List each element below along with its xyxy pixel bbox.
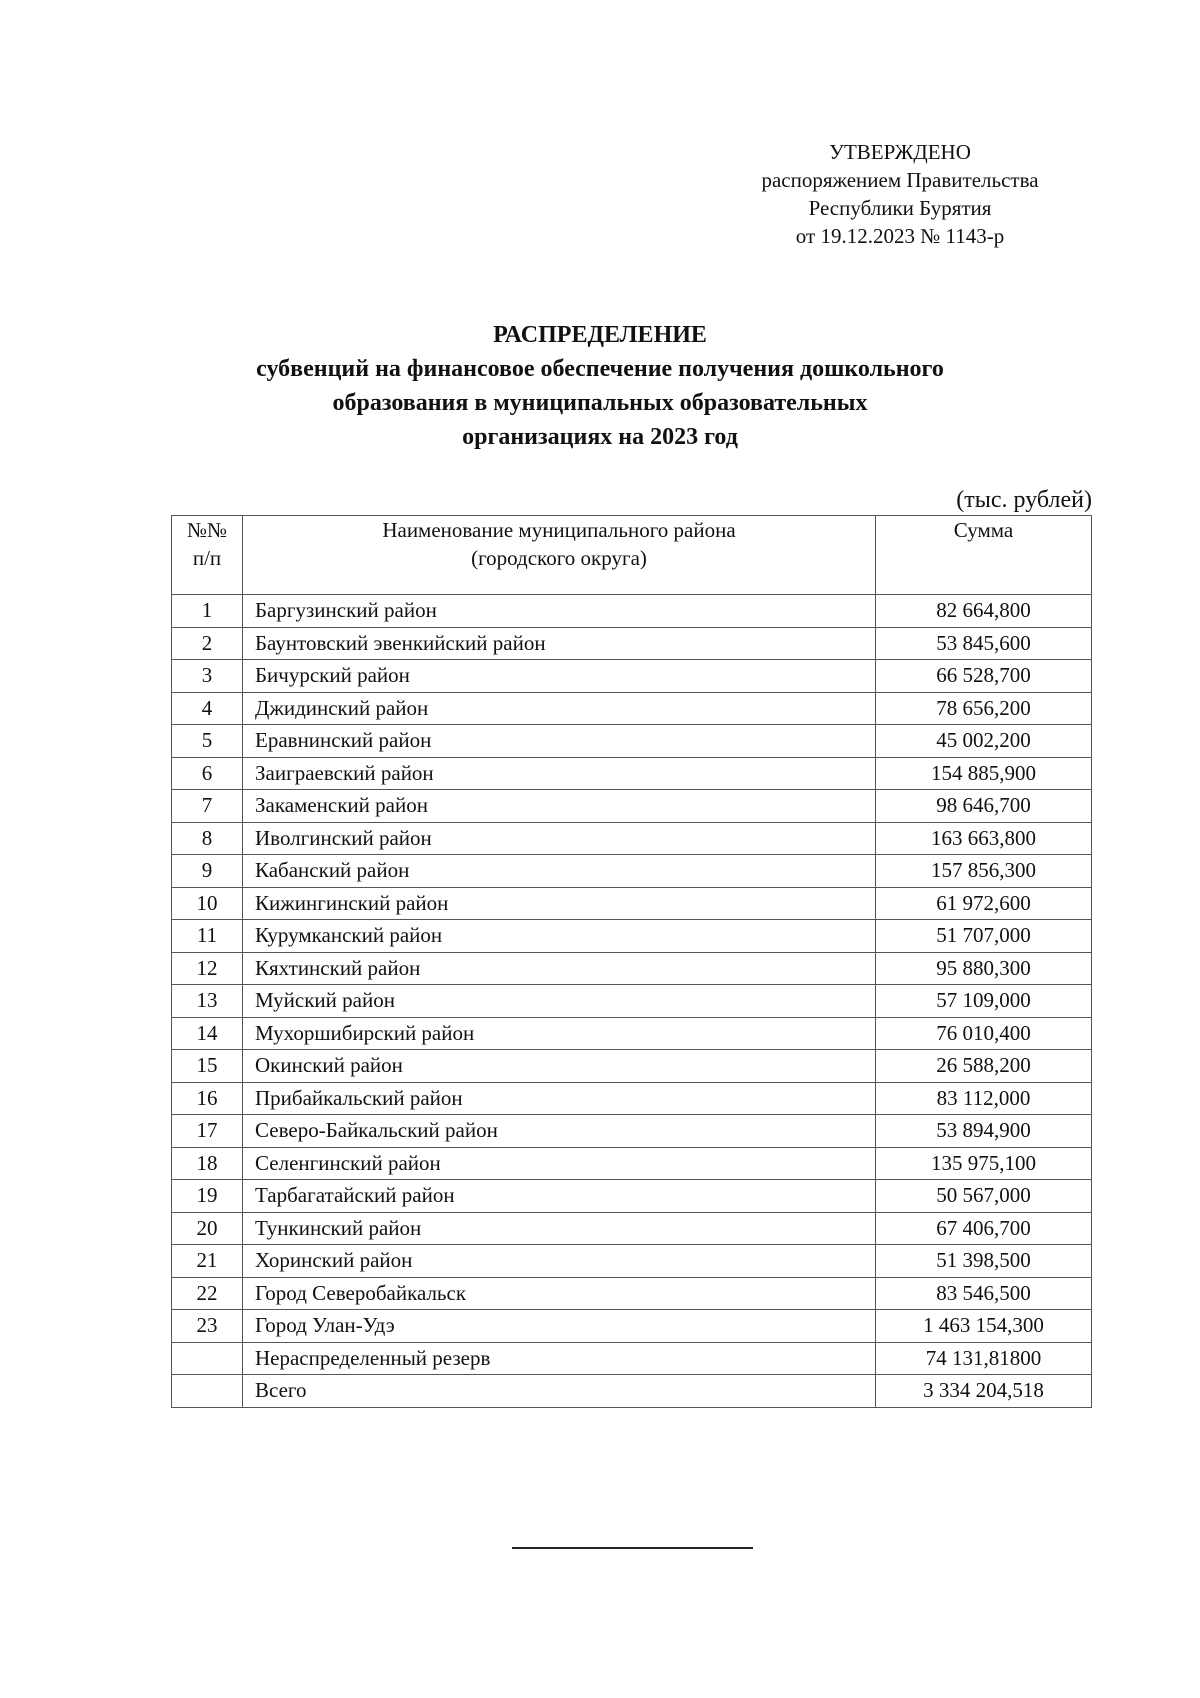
row-name: Мухоршибирский район [243, 1017, 876, 1050]
row-number: 8 [172, 822, 243, 855]
row-sum: 82 664,800 [876, 595, 1092, 628]
title-line-1: субвенций на финансовое обеспечение получения дошкольного [256, 356, 944, 382]
row-sum: 83 546,500 [876, 1277, 1092, 1310]
row-sum: 53 845,600 [876, 627, 1092, 660]
header-number-line-1: №№ [186, 518, 228, 542]
table-row [172, 692, 1092, 725]
table-row [172, 952, 1092, 985]
row-name: Джидинский район [243, 692, 876, 725]
table-row [172, 1310, 1092, 1343]
row-name: Баунтовский эвенкийский район [243, 627, 876, 660]
table-row [172, 1245, 1092, 1278]
row-name: Муйский район [243, 985, 876, 1018]
row-sum: 51 707,000 [876, 920, 1092, 953]
row-name: Бичурский район [243, 660, 876, 693]
row-sum: 76 010,400 [876, 1017, 1092, 1050]
table-row [172, 920, 1092, 953]
row-name: Кижингинский район [243, 887, 876, 920]
table-row [172, 1082, 1092, 1115]
row-name: Город Северобайкальск [243, 1277, 876, 1310]
header-name-line-2: (городского округа) [471, 546, 647, 570]
row-number: 17 [172, 1115, 243, 1148]
table-row [172, 1375, 1092, 1408]
row-number: 21 [172, 1245, 243, 1278]
row-number: 22 [172, 1277, 243, 1310]
table-row [172, 595, 1092, 628]
row-number: 6 [172, 757, 243, 790]
row-name: Кяхтинский район [243, 952, 876, 985]
table-row [172, 1017, 1092, 1050]
row-name: Заиграевский район [243, 757, 876, 790]
row-number: 9 [172, 855, 243, 888]
row-name: Город Улан-Удэ [243, 1310, 876, 1343]
row-number: 11 [172, 920, 243, 953]
row-number [172, 1375, 243, 1408]
row-name: Северо-Байкальский район [243, 1115, 876, 1148]
header-number [172, 516, 243, 595]
row-number: 1 [172, 595, 243, 628]
row-number: 15 [172, 1050, 243, 1083]
row-name: Иволгинский район [243, 822, 876, 855]
units-label: (тыс. рублей) [956, 487, 1092, 513]
table-row [172, 985, 1092, 1018]
table-row [172, 1342, 1092, 1375]
row-sum: 57 109,000 [876, 985, 1092, 1018]
table-row [172, 660, 1092, 693]
row-name: Тарбагатайский район [243, 1180, 876, 1213]
row-number: 4 [172, 692, 243, 725]
title-line-2: образования в муниципальных образовательных [332, 390, 868, 416]
row-sum: 1 463 154,300 [876, 1310, 1092, 1343]
row-number: 13 [172, 985, 243, 1018]
title-heading: РАСПРЕДЕЛЕНИЕ [493, 322, 707, 348]
row-number: 7 [172, 790, 243, 823]
closing-rule [512, 1547, 753, 1549]
row-name: Прибайкальский район [243, 1082, 876, 1115]
row-sum: 135 975,100 [876, 1147, 1092, 1180]
row-number: 14 [172, 1017, 243, 1050]
approval-line-3: Республики Бурятия [808, 196, 992, 220]
row-number: 18 [172, 1147, 243, 1180]
table-row [172, 725, 1092, 758]
table-header-row [172, 516, 1092, 595]
row-sum: 78 656,200 [876, 692, 1092, 725]
table-row [172, 627, 1092, 660]
table-row [172, 1180, 1092, 1213]
row-number: 16 [172, 1082, 243, 1115]
row-number: 19 [172, 1180, 243, 1213]
row-number: 5 [172, 725, 243, 758]
row-sum: 163 663,800 [876, 822, 1092, 855]
row-number: 10 [172, 887, 243, 920]
title-line-3: организациях на 2023 год [462, 424, 738, 450]
approval-stamp [700, 138, 1100, 250]
header-sum-label: Сумма [953, 518, 1014, 542]
header-sum [876, 516, 1092, 595]
row-name: Всего [243, 1375, 876, 1408]
row-name: Еравнинский район [243, 725, 876, 758]
table-row [172, 1115, 1092, 1148]
row-number [172, 1342, 243, 1375]
row-name: Тункинский район [243, 1212, 876, 1245]
table-row [172, 855, 1092, 888]
row-name: Курумканский район [243, 920, 876, 953]
row-number: 23 [172, 1310, 243, 1343]
approval-line-1: УТВЕРЖДЕНО [829, 140, 971, 164]
row-sum: 26 588,200 [876, 1050, 1092, 1083]
row-sum: 50 567,000 [876, 1180, 1092, 1213]
header-name [243, 516, 876, 595]
table-row [172, 790, 1092, 823]
table-row [172, 1147, 1092, 1180]
row-name: Селенгинский район [243, 1147, 876, 1180]
row-number: 3 [172, 660, 243, 693]
table-body [172, 595, 1092, 1408]
row-sum: 154 885,900 [876, 757, 1092, 790]
row-sum: 98 646,700 [876, 790, 1092, 823]
row-number: 20 [172, 1212, 243, 1245]
table-row [172, 1212, 1092, 1245]
row-number: 12 [172, 952, 243, 985]
document-title [150, 318, 1050, 454]
row-name: Окинский район [243, 1050, 876, 1083]
table-row [172, 822, 1092, 855]
table-row [172, 757, 1092, 790]
row-sum: 3 334 204,518 [876, 1375, 1092, 1408]
row-sum: 157 856,300 [876, 855, 1092, 888]
row-sum: 83 112,000 [876, 1082, 1092, 1115]
row-sum: 74 131,81800 [876, 1342, 1092, 1375]
header-number-line-2: п/п [192, 546, 222, 570]
header-name-line-1: Наименование муниципального района [382, 518, 736, 542]
row-name: Хоринский район [243, 1245, 876, 1278]
table-row [172, 1050, 1092, 1083]
row-name: Нераспределенный резерв [243, 1342, 876, 1375]
approval-line-4: от 19.12.2023 № 1143-р [795, 224, 1005, 248]
row-sum: 61 972,600 [876, 887, 1092, 920]
approval-line-2: распоряжением Правительства [761, 168, 1039, 192]
row-sum: 45 002,200 [876, 725, 1092, 758]
row-name: Кабанский район [243, 855, 876, 888]
row-name: Баргузинский район [243, 595, 876, 628]
row-sum: 95 880,300 [876, 952, 1092, 985]
table-row [172, 887, 1092, 920]
distribution-table [171, 515, 1092, 1408]
row-name: Закаменский район [243, 790, 876, 823]
row-sum: 53 894,900 [876, 1115, 1092, 1148]
row-sum: 51 398,500 [876, 1245, 1092, 1278]
table-row [172, 1277, 1092, 1310]
row-sum: 67 406,700 [876, 1212, 1092, 1245]
row-sum: 66 528,700 [876, 660, 1092, 693]
row-number: 2 [172, 627, 243, 660]
